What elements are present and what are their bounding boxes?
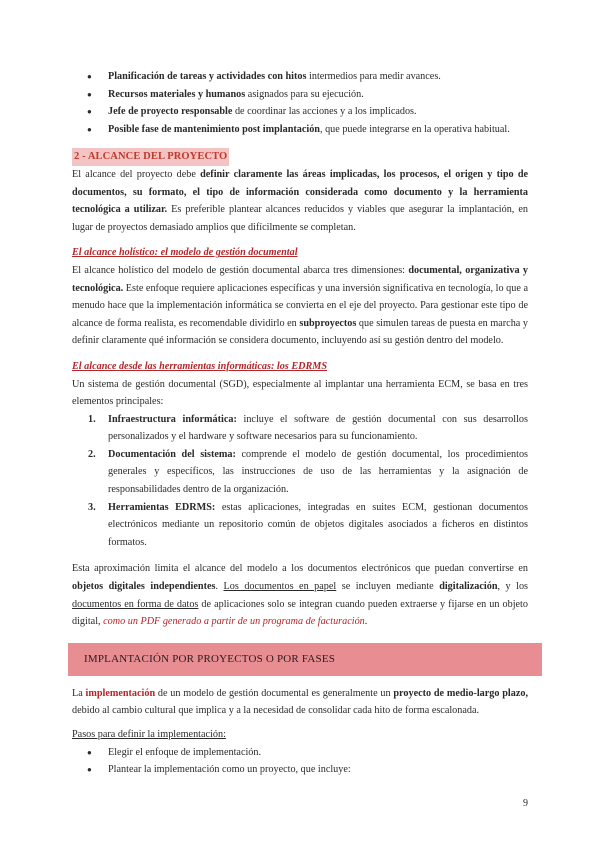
edrms-numbered-list bbox=[72, 411, 528, 552]
subsection-heading: El alcance holístico: el modelo de gestión documental bbox=[72, 247, 298, 259]
page-number: 9 bbox=[523, 798, 528, 809]
list-item: ● Planificación de tareas y actividades con hitos intermedios para medir avances. bbox=[72, 68, 528, 86]
list-item: ● Posible fase de mantenimiento post implantación, que puede integrarse en la operativa habitual. bbox=[72, 121, 528, 139]
list-item: ● Plantear la implementación como un proyecto, que incluye: bbox=[72, 761, 528, 779]
section-heading: 2 - ALCANCE DEL PROYECTO bbox=[72, 148, 229, 166]
list-item: 1. Infraestructura informática: incluye el software de gestión documental con sus desarrollos personalizados y el hardware y software necesarios para su funcionamiento. bbox=[88, 413, 528, 443]
holistic-paragraph: El alcance holístico del modelo de gestión documental abarca tres dimensiones: documental, organizativa y tecnológica. Este enfoque requiere aplicaciones específicas y una inversión significativa en tecnología, lo que a menudo hace que la implementación informática se convierta en el eje del proyecto. Para gestionar este tipo de alcance de forma realista, es recomendable dividirlo en subproyectos que simulen tareas de puesta en marcha y definir claramente qué información se considera documento, incluyendo así su gestión dentro del modelo. bbox=[72, 264, 529, 347]
scope-paragraph: El alcance del proyecto debe definir claramente las áreas implicadas, los procesos, el origen y tipo de documentos, su formato, el tipo de información considerada como documento y la herramienta tecnológica a utilizar. Es preferible plantear alcances reducidos y viables que asegurar la implantación, en lugar de proyectos demasiado amplios que difícilmente se completan. bbox=[72, 168, 529, 233]
steps-title: Pasos para definir la implementación: bbox=[72, 729, 226, 740]
list-item: ● Elegir el enfoque de implementación. bbox=[72, 744, 528, 762]
implementation-paragraph: La implementación de un modelo de gestión documental es generalmente un proyecto de medio-largo plazo, debido al cambio cultural que implica y a la necesidad de consolidar cada hito de forma escalonada. bbox=[72, 687, 528, 717]
objective-bullet-list bbox=[72, 68, 528, 138]
edrms-closing-paragraph: Esta aproximación limita el alcance del modelo a los documentos electrónicos que puedan convertirse en objetos digitales independientes. Los documentos en papel se incluyen mediante digitalización, y los documentos en forma de datos de aplicaciones solo se integran cuando pueden extraerse y fijarse en un objeto digital, como un PDF generado a partir de un programa de facturación. bbox=[72, 563, 529, 628]
list-item: 3. Herramientas EDRMS: estas aplicaciones, integradas en suites ECM, gestionan documentos electrónicos mediante un repositorio común de objetos digitales asociados a ficheros en distintos formatos. bbox=[88, 501, 528, 548]
list-item: 2. Documentación del sistema: comprende el modelo de gestión documental, los procedimientos generales y específicos, las instrucciones de uso de las herramientas y la asignación de responsabilidades dentro de la organización. bbox=[88, 448, 529, 496]
edrms-intro: Un sistema de gestión documental (SGD), especialmente al implantar una herramienta ECM, se basa en tres elementos principales: bbox=[72, 378, 528, 408]
steps-bullet-list bbox=[72, 744, 528, 779]
list-item: ● Jefe de proyecto responsable de coordinar las acciones y a los implicados. bbox=[72, 103, 528, 121]
document-page bbox=[72, 68, 528, 779]
implementation-heading-banner: IMPLANTACIÓN POR PROYECTOS O POR FASES bbox=[68, 643, 542, 676]
list-item: ● Recursos materiales y humanos asignados para su ejecución. bbox=[72, 86, 528, 104]
subsection-heading: El alcance desde las herramientas informáticas: los EDRMS bbox=[72, 360, 327, 372]
